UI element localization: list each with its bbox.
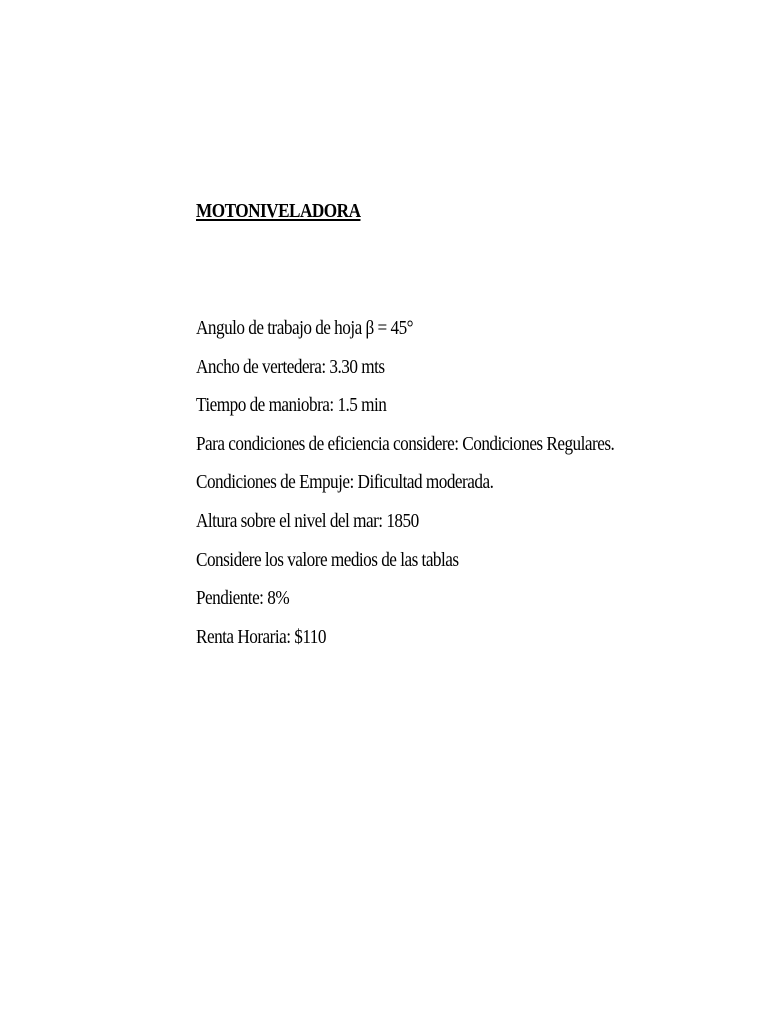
parameter-blade-angle: Angulo de trabajo de hoja β = 45° [196,317,414,339]
parameter-hourly-rent: Renta Horaria: $110 [196,625,326,648]
parameter-efficiency-conditions: Para condiciones de eficiencia considere: Condiciones Regulares. [196,432,615,455]
parameter-altitude: Altura sobre el nivel del mar: 1850 [196,509,419,532]
parameter-maneuver-time: Tiempo de maniobra: 1.5 min [196,394,387,417]
document-title: MOTONIVELADORA [196,200,361,222]
parameter-push-conditions: Condiciones de Empuje: Dificultad moderada. [196,471,494,494]
parameter-slope: Pendiente: 8% [196,587,290,610]
parameter-blade-width: Ancho de vertedera: 3.30 mts [196,355,385,378]
parameter-list [196,316,682,663]
parameter-table-values-note: Considere los valore medios de las tablas [196,548,459,571]
